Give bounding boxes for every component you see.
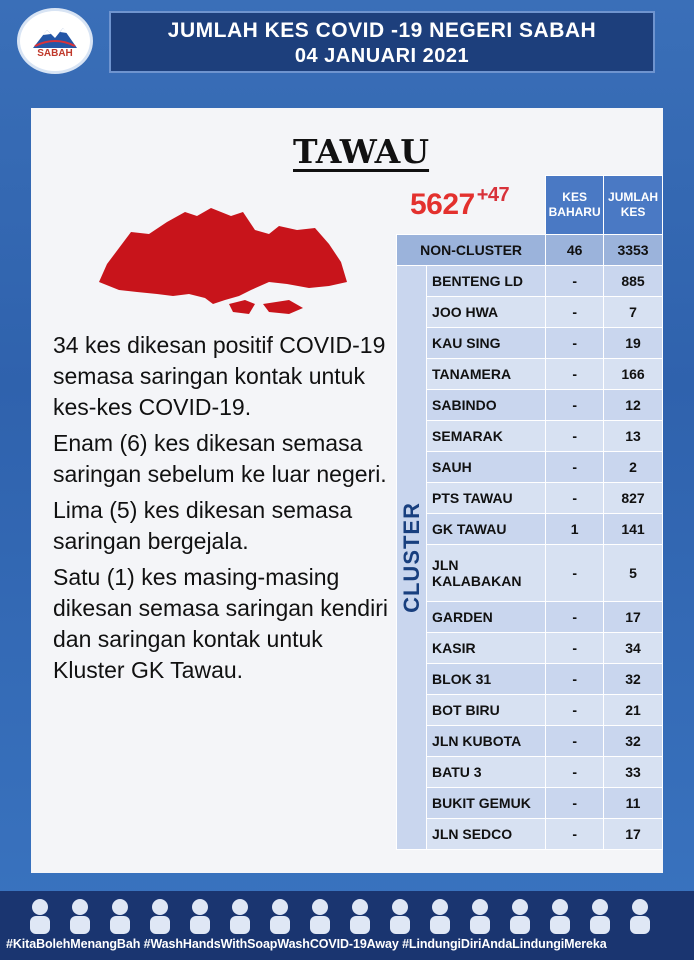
sabah-logo	[17, 8, 93, 74]
footer-banner	[0, 891, 694, 960]
cluster-total: 32	[604, 664, 663, 695]
cluster-total: 12	[604, 390, 663, 421]
cluster-new: -	[546, 695, 604, 726]
cluster-total: 19	[604, 328, 663, 359]
cluster-total: 11	[604, 788, 663, 819]
new-cases-value: +47	[476, 184, 510, 206]
cluster-new: -	[546, 788, 604, 819]
description-paragraph: 34 kes dikesan positif COVID-19 semasa saringan kontak untuk kes-kes COVID-19.	[53, 332, 386, 420]
cluster-label	[397, 266, 427, 850]
description-paragraph: Enam (6) kes dikesan semasa saringan sebelum ke luar negeri.	[53, 430, 387, 487]
cluster-name: PTS TAWAU	[427, 483, 546, 514]
cluster-new: -	[546, 266, 604, 297]
cases-table	[396, 175, 663, 850]
cluster-label-text: CLUSTER	[398, 502, 424, 613]
cluster-name: SABINDO	[427, 390, 546, 421]
page-title: JUMLAH KES COVID -19 NEGERI SABAH	[167, 19, 597, 42]
description-paragraph: Lima (5) kes dikesan semasa saringan bergejala.	[53, 497, 353, 554]
cluster-total: 2	[604, 452, 663, 483]
cluster-name: BOT BIRU	[427, 695, 546, 726]
cluster-name: BATU 3	[427, 757, 546, 788]
cluster-name: JLN KUBOTA	[427, 726, 546, 757]
cluster-total: 17	[604, 602, 663, 633]
title-banner	[109, 11, 655, 73]
cluster-total: 827	[604, 483, 663, 514]
cluster-total: 166	[604, 359, 663, 390]
cluster-total: 34	[604, 633, 663, 664]
frontliners-icon	[20, 895, 674, 935]
cluster-total: 32	[604, 726, 663, 757]
cluster-total: 885	[604, 266, 663, 297]
cluster-name: GARDEN	[427, 602, 546, 633]
cluster-total: 7	[604, 297, 663, 328]
cluster-name: BUKIT GEMUK	[427, 788, 546, 819]
cluster-new: 1	[546, 514, 604, 545]
cluster-name: SAUH	[427, 452, 546, 483]
cluster-name: JOO HWA	[427, 297, 546, 328]
cluster-new: -	[546, 452, 604, 483]
cluster-name: BENTENG LD	[427, 266, 546, 297]
cluster-new: -	[546, 483, 604, 514]
description-paragraph: Satu (1) kes masing-masing dikesan semasa saringan kendiri dan saringan kontak untuk Kluster GK Tawau.	[53, 564, 388, 683]
non-cluster-label: NON-CLUSTER	[397, 235, 546, 266]
cluster-name: BLOK 31	[427, 664, 546, 695]
cluster-new: -	[546, 390, 604, 421]
cluster-total: 33	[604, 757, 663, 788]
cluster-total: 13	[604, 421, 663, 452]
cluster-name: TANAMERA	[427, 359, 546, 390]
cluster-new: -	[546, 664, 604, 695]
cluster-new: -	[546, 633, 604, 664]
total-cases-value: 5627	[410, 188, 475, 221]
cluster-new: -	[546, 328, 604, 359]
district-title: TAWAU	[293, 132, 430, 171]
cluster-name: GK TAWAU	[427, 514, 546, 545]
col-header-total: JUMLAH KES	[604, 176, 663, 235]
mountain-icon	[31, 24, 79, 50]
cluster-total: 17	[604, 819, 663, 850]
col-header-new: KES BAHARU	[546, 176, 604, 235]
non-cluster-total: 3353	[604, 235, 663, 266]
report-date: 04 JANUARI 2021	[294, 45, 470, 67]
cluster-new: -	[546, 297, 604, 328]
content-panel	[31, 108, 663, 873]
non-cluster-new: 46	[546, 235, 604, 266]
logo-text: SABAH	[37, 47, 73, 59]
hashtags: #KitaBolehMenangBah #WashHandsWithSoapWashCOVID-19Away #LindungiDiriAndaLindungiMereka	[6, 937, 607, 951]
cluster-new: -	[546, 757, 604, 788]
cluster-name: JLN KALABAKAN	[427, 545, 546, 602]
cluster-new: -	[546, 726, 604, 757]
cluster-new: -	[546, 545, 604, 602]
cluster-total: 5	[604, 545, 663, 602]
cluster-name: KASIR	[427, 633, 546, 664]
cluster-name: KAU SING	[427, 328, 546, 359]
cluster-name: SEMARAK	[427, 421, 546, 452]
cluster-new: -	[546, 819, 604, 850]
cluster-total: 21	[604, 695, 663, 726]
cluster-new: -	[546, 421, 604, 452]
cluster-total: 141	[604, 514, 663, 545]
case-description	[53, 330, 393, 691]
tawau-map-icon	[93, 204, 349, 324]
cluster-new: -	[546, 359, 604, 390]
cluster-name: JLN SEDCO	[427, 819, 546, 850]
cluster-new: -	[546, 602, 604, 633]
